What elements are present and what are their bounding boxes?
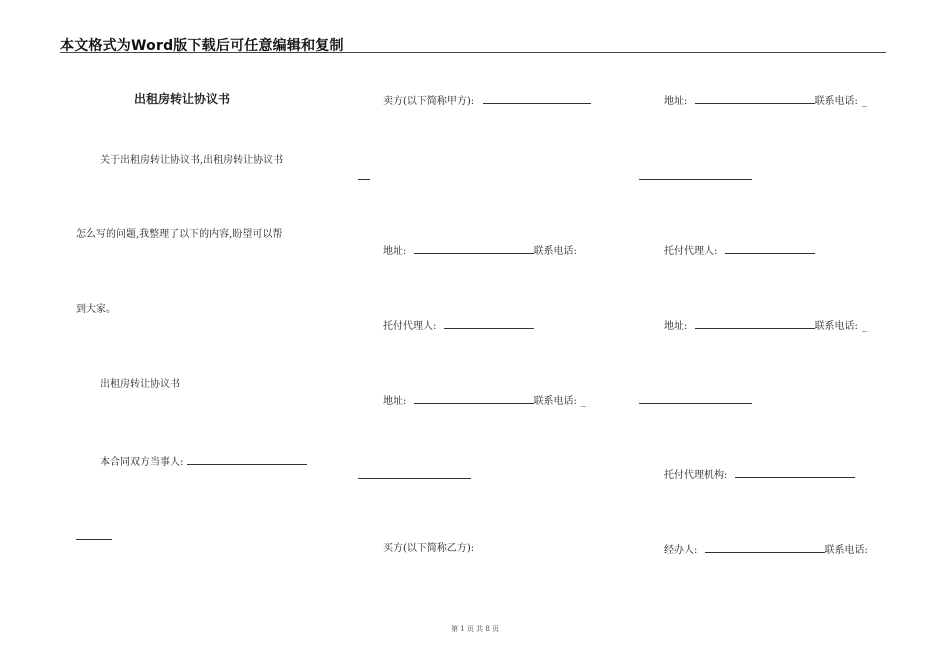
agency-label: 托付代理机构: [664, 470, 728, 481]
seller-agent-phone-underscore: _ [580, 396, 586, 407]
buyer-agent-label: 托付代理人: [664, 246, 718, 257]
agency-field[interactable] [735, 468, 855, 478]
intro-line-2: 怎么写的问题,我整理了以下的内容,盼望可以帮 [76, 229, 283, 240]
seller-agent-phone-continuation[interactable] [358, 478, 471, 479]
seller-agent-address-label: 地址: [383, 396, 407, 407]
document-banner: 本文格式为Word版下载后可任意编辑和复制 [60, 38, 344, 54]
buyer-phone-label: 联系电话: [814, 96, 858, 107]
buyer-agent-phone-continuation[interactable] [639, 403, 752, 404]
buyer-phone-continuation[interactable] [639, 179, 752, 180]
seller-address-row [383, 244, 577, 258]
handler-label: 经办人: [664, 545, 698, 556]
seller-phone-label: 联系电话: [533, 246, 577, 257]
page-footer: 第 1 页 共 8 页 [450, 625, 500, 633]
buyer-agent-address-label: 地址: [664, 321, 688, 332]
seller-address-field[interactable] [414, 244, 534, 254]
buyer-address-row [664, 94, 867, 108]
seller-agent-phone-label: 联系电话: [533, 396, 577, 407]
agency-row [664, 468, 855, 482]
intro-line-3: 到大家。 [76, 304, 116, 315]
seller-agent-address-field[interactable] [414, 394, 534, 404]
seller-agent-address-row [383, 394, 586, 408]
seller-address-label: 地址: [383, 246, 407, 257]
seller-row [383, 94, 591, 108]
seller-field-continuation[interactable] [358, 179, 370, 180]
parties-field-continuation[interactable] [76, 539, 112, 540]
intro-line-1: 关于出租房转让协议书,出租房转让协议书 [100, 155, 284, 166]
parties-label: 本合同双方当事人: [100, 457, 184, 468]
seller-agent-label: 托付代理人: [383, 321, 437, 332]
buyer-agent-phone-label: 联系电话: [814, 321, 858, 332]
handler-field[interactable] [705, 543, 825, 553]
parties-row [100, 455, 307, 469]
section-heading: 出租房转让协议书 [100, 379, 180, 390]
handler-phone-label: 联系电话: [824, 545, 868, 556]
buyer-phone-underscore: _ [861, 96, 867, 107]
buyer-agent-row [664, 244, 815, 258]
buyer-agent-address-row [664, 319, 867, 333]
seller-label: 卖方(以下简称甲方): [383, 96, 475, 107]
buyer-agent-address-field[interactable] [695, 319, 815, 329]
buyer-agent-phone-underscore: _ [861, 321, 867, 332]
seller-agent-row [383, 319, 534, 333]
parties-field[interactable] [187, 455, 307, 465]
buyer-address-field[interactable] [695, 94, 815, 104]
buyer-label: 买方(以下简称乙方): [383, 543, 475, 554]
buyer-agent-field[interactable] [725, 244, 815, 254]
seller-field[interactable] [483, 94, 591, 104]
buyer-address-label: 地址: [664, 96, 688, 107]
document-title: 出租房转让协议书 [134, 92, 231, 106]
handler-row [664, 543, 868, 557]
banner-rule [60, 52, 886, 53]
seller-agent-field[interactable] [444, 319, 534, 329]
